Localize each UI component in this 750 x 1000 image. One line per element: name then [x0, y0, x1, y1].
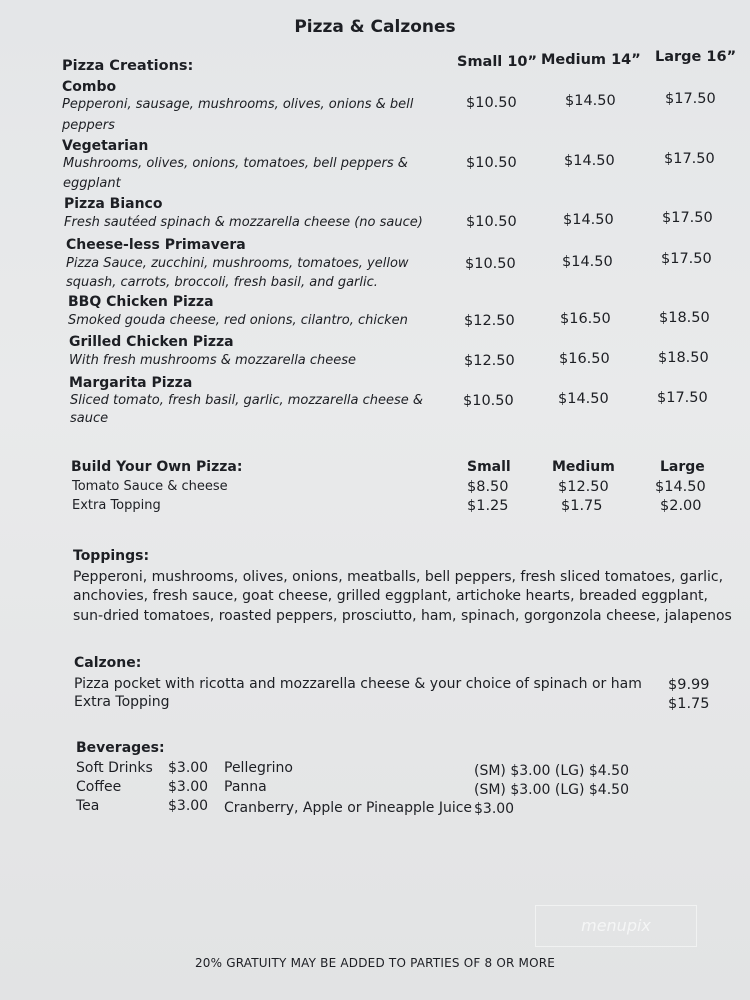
size-header-large: Large 16”: [655, 49, 737, 65]
pizza-name: Grilled Chicken Pizza: [69, 334, 234, 350]
size-header-medium: Medium 14”: [541, 52, 641, 68]
toppings-line: sun-dried tomatoes, roasted peppers, prosciutto, ham, spinach, gorgonzola cheese, jalapenos: [73, 608, 732, 624]
price-large: $17.50: [662, 210, 713, 226]
row-label: Extra Topping: [74, 694, 170, 710]
price-large: $2.00: [660, 498, 702, 514]
toppings-line: anchovies, fresh sauce, goat cheese, grilled eggplant, artichoke hearts, breaded eggplant,: [73, 588, 708, 604]
pizza-desc: sauce: [70, 411, 109, 426]
section-heading: Build Your Own Pizza:: [71, 459, 243, 475]
price-small: $8.50: [467, 479, 509, 495]
beverage-price: $3.00: [168, 779, 209, 795]
price-medium: $12.50: [558, 479, 609, 495]
price-medium: $14.50: [558, 391, 609, 407]
section-heading: Beverages:: [76, 740, 165, 756]
beverage-name: Panna: [224, 779, 267, 795]
price-small: $10.50: [466, 214, 517, 230]
pizza-desc: Sliced tomato, fresh basil, garlic, mozzarella cheese &: [70, 393, 424, 408]
pizza-desc: Fresh sautéed spinach & mozzarella cheese (no sauce): [64, 215, 423, 230]
pizza-desc: Pepperoni, sausage, mushrooms, olives, onions & bell: [62, 97, 414, 112]
beverage-name: Coffee: [76, 779, 122, 795]
price-small: $10.50: [463, 393, 514, 409]
menu-title: Pizza & Calzones: [294, 17, 456, 37]
price-large: $17.50: [665, 91, 716, 107]
beverage-price: $3.00: [168, 798, 209, 814]
pizza-desc: eggplant: [63, 176, 121, 191]
pizza-creations-heading: Pizza Creations:: [62, 58, 194, 74]
price-medium: $14.50: [565, 93, 616, 109]
price: $9.99: [668, 677, 710, 693]
price-small: $1.25: [467, 498, 509, 514]
pizza-desc: Smoked gouda cheese, red onions, cilantro, chicken: [68, 313, 408, 328]
pizza-name: Combo: [62, 79, 117, 95]
pizza-desc: peppers: [62, 118, 115, 133]
price-large: $18.50: [658, 350, 709, 366]
pizza-name: Pizza Bianco: [64, 196, 163, 212]
watermark-logo: menupix: [535, 905, 697, 947]
beverage-name: Tea: [76, 798, 100, 814]
pizza-name: Cheese-less Primavera: [66, 237, 246, 253]
row-label: Extra Topping: [72, 498, 161, 513]
price-medium: $16.50: [559, 351, 610, 367]
price-large: $18.50: [659, 310, 710, 326]
beverage-name: Cranberry, Apple or Pineapple Juice: [224, 800, 473, 816]
beverage-price: $3.00: [474, 801, 515, 817]
pizza-desc: Pizza Sauce, zucchini, mushrooms, tomatoes, yellow: [66, 256, 409, 271]
price-medium: $14.50: [562, 254, 613, 270]
price-medium: $14.50: [564, 153, 615, 169]
beverage-name: Pellegrino: [224, 760, 293, 776]
pizza-name: Vegetarian: [62, 138, 149, 154]
row-label: Pizza pocket with ricotta and mozzarella cheese & your choice of spinach or ham: [74, 676, 642, 692]
pizza-name: BBQ Chicken Pizza: [68, 294, 214, 310]
section-heading: Toppings:: [73, 548, 150, 564]
row-label: Tomato Sauce & cheese: [72, 479, 228, 494]
size-header-large: Large: [660, 459, 705, 475]
price: $1.75: [668, 696, 710, 712]
gratuity-note: 20% GRATUITY MAY BE ADDED TO PARTIES OF 8 OR MORE: [194, 956, 556, 970]
beverage-price: (SM) $3.00 (LG) $4.50: [474, 782, 629, 798]
price-small: $10.50: [466, 95, 517, 111]
price-large: $14.50: [655, 479, 706, 495]
price-medium: $16.50: [560, 311, 611, 327]
price-medium: $14.50: [563, 212, 614, 228]
beverage-price: $3.00: [168, 760, 209, 776]
toppings-line: Pepperoni, mushrooms, olives, onions, meatballs, bell peppers, fresh sliced tomatoes, garlic,: [73, 569, 724, 585]
price-large: $17.50: [664, 151, 715, 167]
beverage-price: (SM) $3.00 (LG) $4.50: [474, 763, 629, 779]
section-heading: Calzone:: [74, 655, 142, 671]
price-large: $17.50: [661, 251, 712, 267]
price-small: $12.50: [464, 313, 515, 329]
price-large: $17.50: [657, 390, 708, 406]
pizza-desc: squash, carrots, broccoli, fresh basil, and garlic.: [66, 275, 378, 290]
size-header-small: Small 10”: [457, 54, 538, 70]
size-header-medium: Medium: [552, 459, 615, 475]
price-small: $10.50: [465, 256, 516, 272]
pizza-desc: With fresh mushrooms & mozzarella cheese: [69, 353, 357, 368]
pizza-desc: Mushrooms, olives, onions, tomatoes, bell peppers &: [63, 156, 408, 171]
price-small: $10.50: [466, 155, 517, 171]
beverage-name: Soft Drinks: [76, 760, 153, 776]
price-small: $12.50: [464, 353, 515, 369]
size-header-small: Small: [467, 459, 511, 475]
price-medium: $1.75: [561, 498, 603, 514]
pizza-name: Margarita Pizza: [69, 375, 193, 391]
